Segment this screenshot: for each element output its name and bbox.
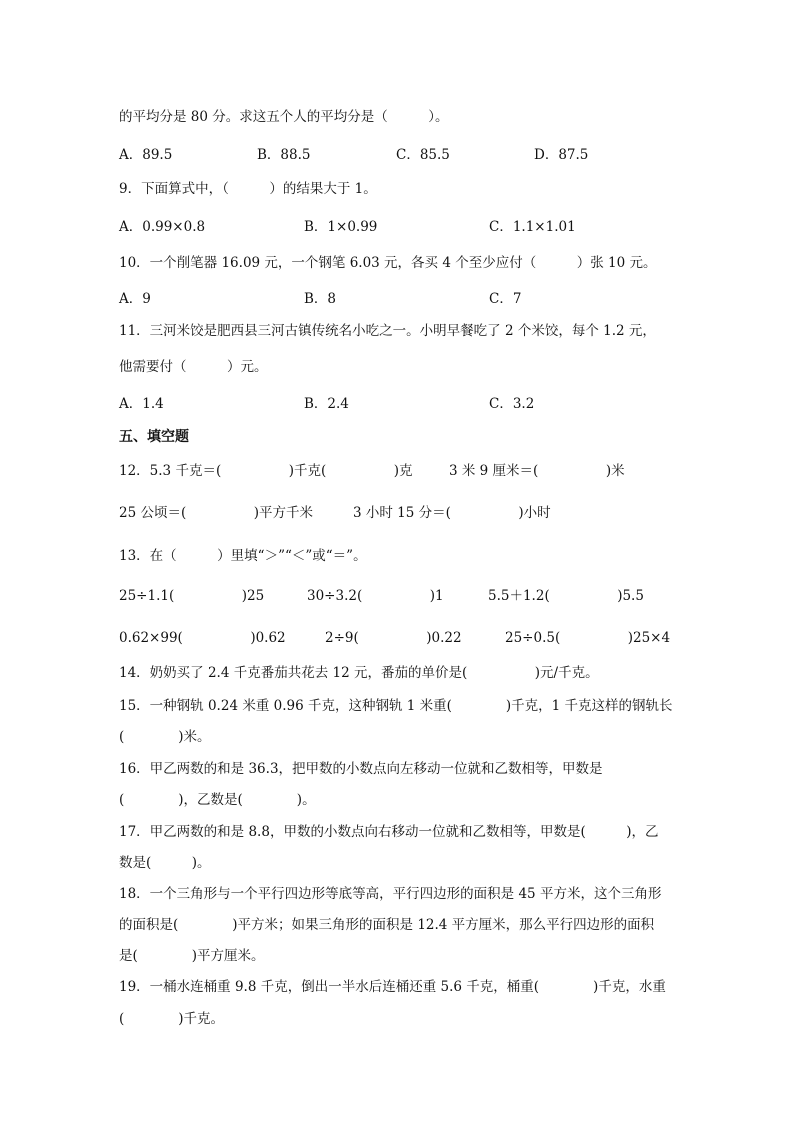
text-line: ( )米。 — [119, 729, 211, 745]
text-line: 19．一桶水连桶重 9.8 千克，倒出一半水后连桶还重 5.6 千克，桶重( )千克，水重 — [119, 979, 666, 995]
text-line: 16．甲乙两数的和是 36.3，把甲数的小数点向左移动一位就和乙数相等，甲数是 — [119, 761, 603, 777]
answer-option: C．85.5 — [396, 147, 450, 163]
text-line: 17．甲乙两数的和是 8.8，甲数的小数点向右移动一位就和乙数相等，甲数是( )，乙 — [119, 824, 659, 840]
answer-option: A．9 — [119, 291, 151, 307]
answer-option: A．0.99×0.8 — [119, 219, 206, 235]
text-line: 数是( )。 — [119, 855, 211, 871]
answer-option: B．88.5 — [257, 147, 311, 163]
fill-blank-item: 3 小时 15 分＝( )小时 — [353, 505, 551, 521]
text-line: 18．一个三角形与一个平行四边形等底等高，平行四边形的面积是 45 平方米，这个三角形 — [119, 886, 662, 902]
text-line: 9．下面算式中，（ ）的结果大于 1。 — [119, 181, 377, 197]
fill-blank-item: 12．5.3 千克＝( )千克( )克 — [119, 463, 413, 479]
text-line: ( )千克。 — [119, 1011, 225, 1027]
text-line: 15．一种钢轨 0.24 米重 0.96 千克，这种钢轨 1 米重( )千克，1 千克这样的钢轨长 — [119, 698, 673, 714]
text-line: 11．三河米饺是肥西县三河古镇传统名小吃之一。小明早餐吃了 2 个米饺，每个 1.2 元， — [119, 323, 656, 339]
answer-option: C．3.2 — [489, 396, 535, 412]
text-line: 13．在（ ）里填“＞”“＜”或“＝”。 — [119, 548, 367, 564]
fill-blank-item: 3 米 9 厘米＝( )米 — [449, 463, 625, 479]
answer-option: D．87.5 — [534, 147, 589, 163]
answer-option: C．7 — [489, 291, 522, 307]
answer-option: A．1.4 — [119, 396, 164, 412]
section-heading: 五、填空题 — [119, 429, 189, 445]
fill-blank-item: 25÷1.1( )25 — [119, 588, 265, 604]
answer-option: B．2.4 — [304, 396, 349, 412]
text-line: 10．一个削笔器 16.09 元，一个钢笔 6.03 元，各买 4 个至少应付（ ）张 10 元。 — [119, 255, 657, 271]
fill-blank-item: 30÷3.2( )1 — [307, 588, 444, 604]
answer-option: A．89.5 — [119, 147, 173, 163]
text-line: 14．奶奶买了 2.4 千克番茄共花去 12 元，番茄的单价是( )元/千克。 — [119, 665, 599, 681]
text-line: 是( )平方厘米。 — [119, 948, 265, 964]
fill-blank-item: 25 公顷＝( )平方千米 — [119, 505, 314, 521]
text-line: 他需要付（ ）元。 — [119, 359, 268, 375]
answer-option: B．8 — [304, 291, 337, 307]
fill-blank-item: 25÷0.5( )25×4 — [505, 630, 671, 646]
answer-option: B．1×0.99 — [304, 219, 378, 235]
text-line: ( )，乙数是( )。 — [119, 792, 316, 808]
text-line: 的平均分是 80 分。求这五个人的平均分是（ ）。 — [119, 109, 449, 125]
answer-option: C．1.1×1.01 — [489, 219, 576, 235]
fill-blank-item: 2÷9( )0.22 — [325, 630, 462, 646]
text-line: 的面积是( )平方米；如果三角形的面积是 12.4 平方厘米，那么平行四边形的面积 — [119, 917, 655, 933]
fill-blank-item: 0.62×99( )0.62 — [119, 630, 286, 646]
fill-blank-item: 5.5＋1.2( )5.5 — [488, 588, 644, 604]
